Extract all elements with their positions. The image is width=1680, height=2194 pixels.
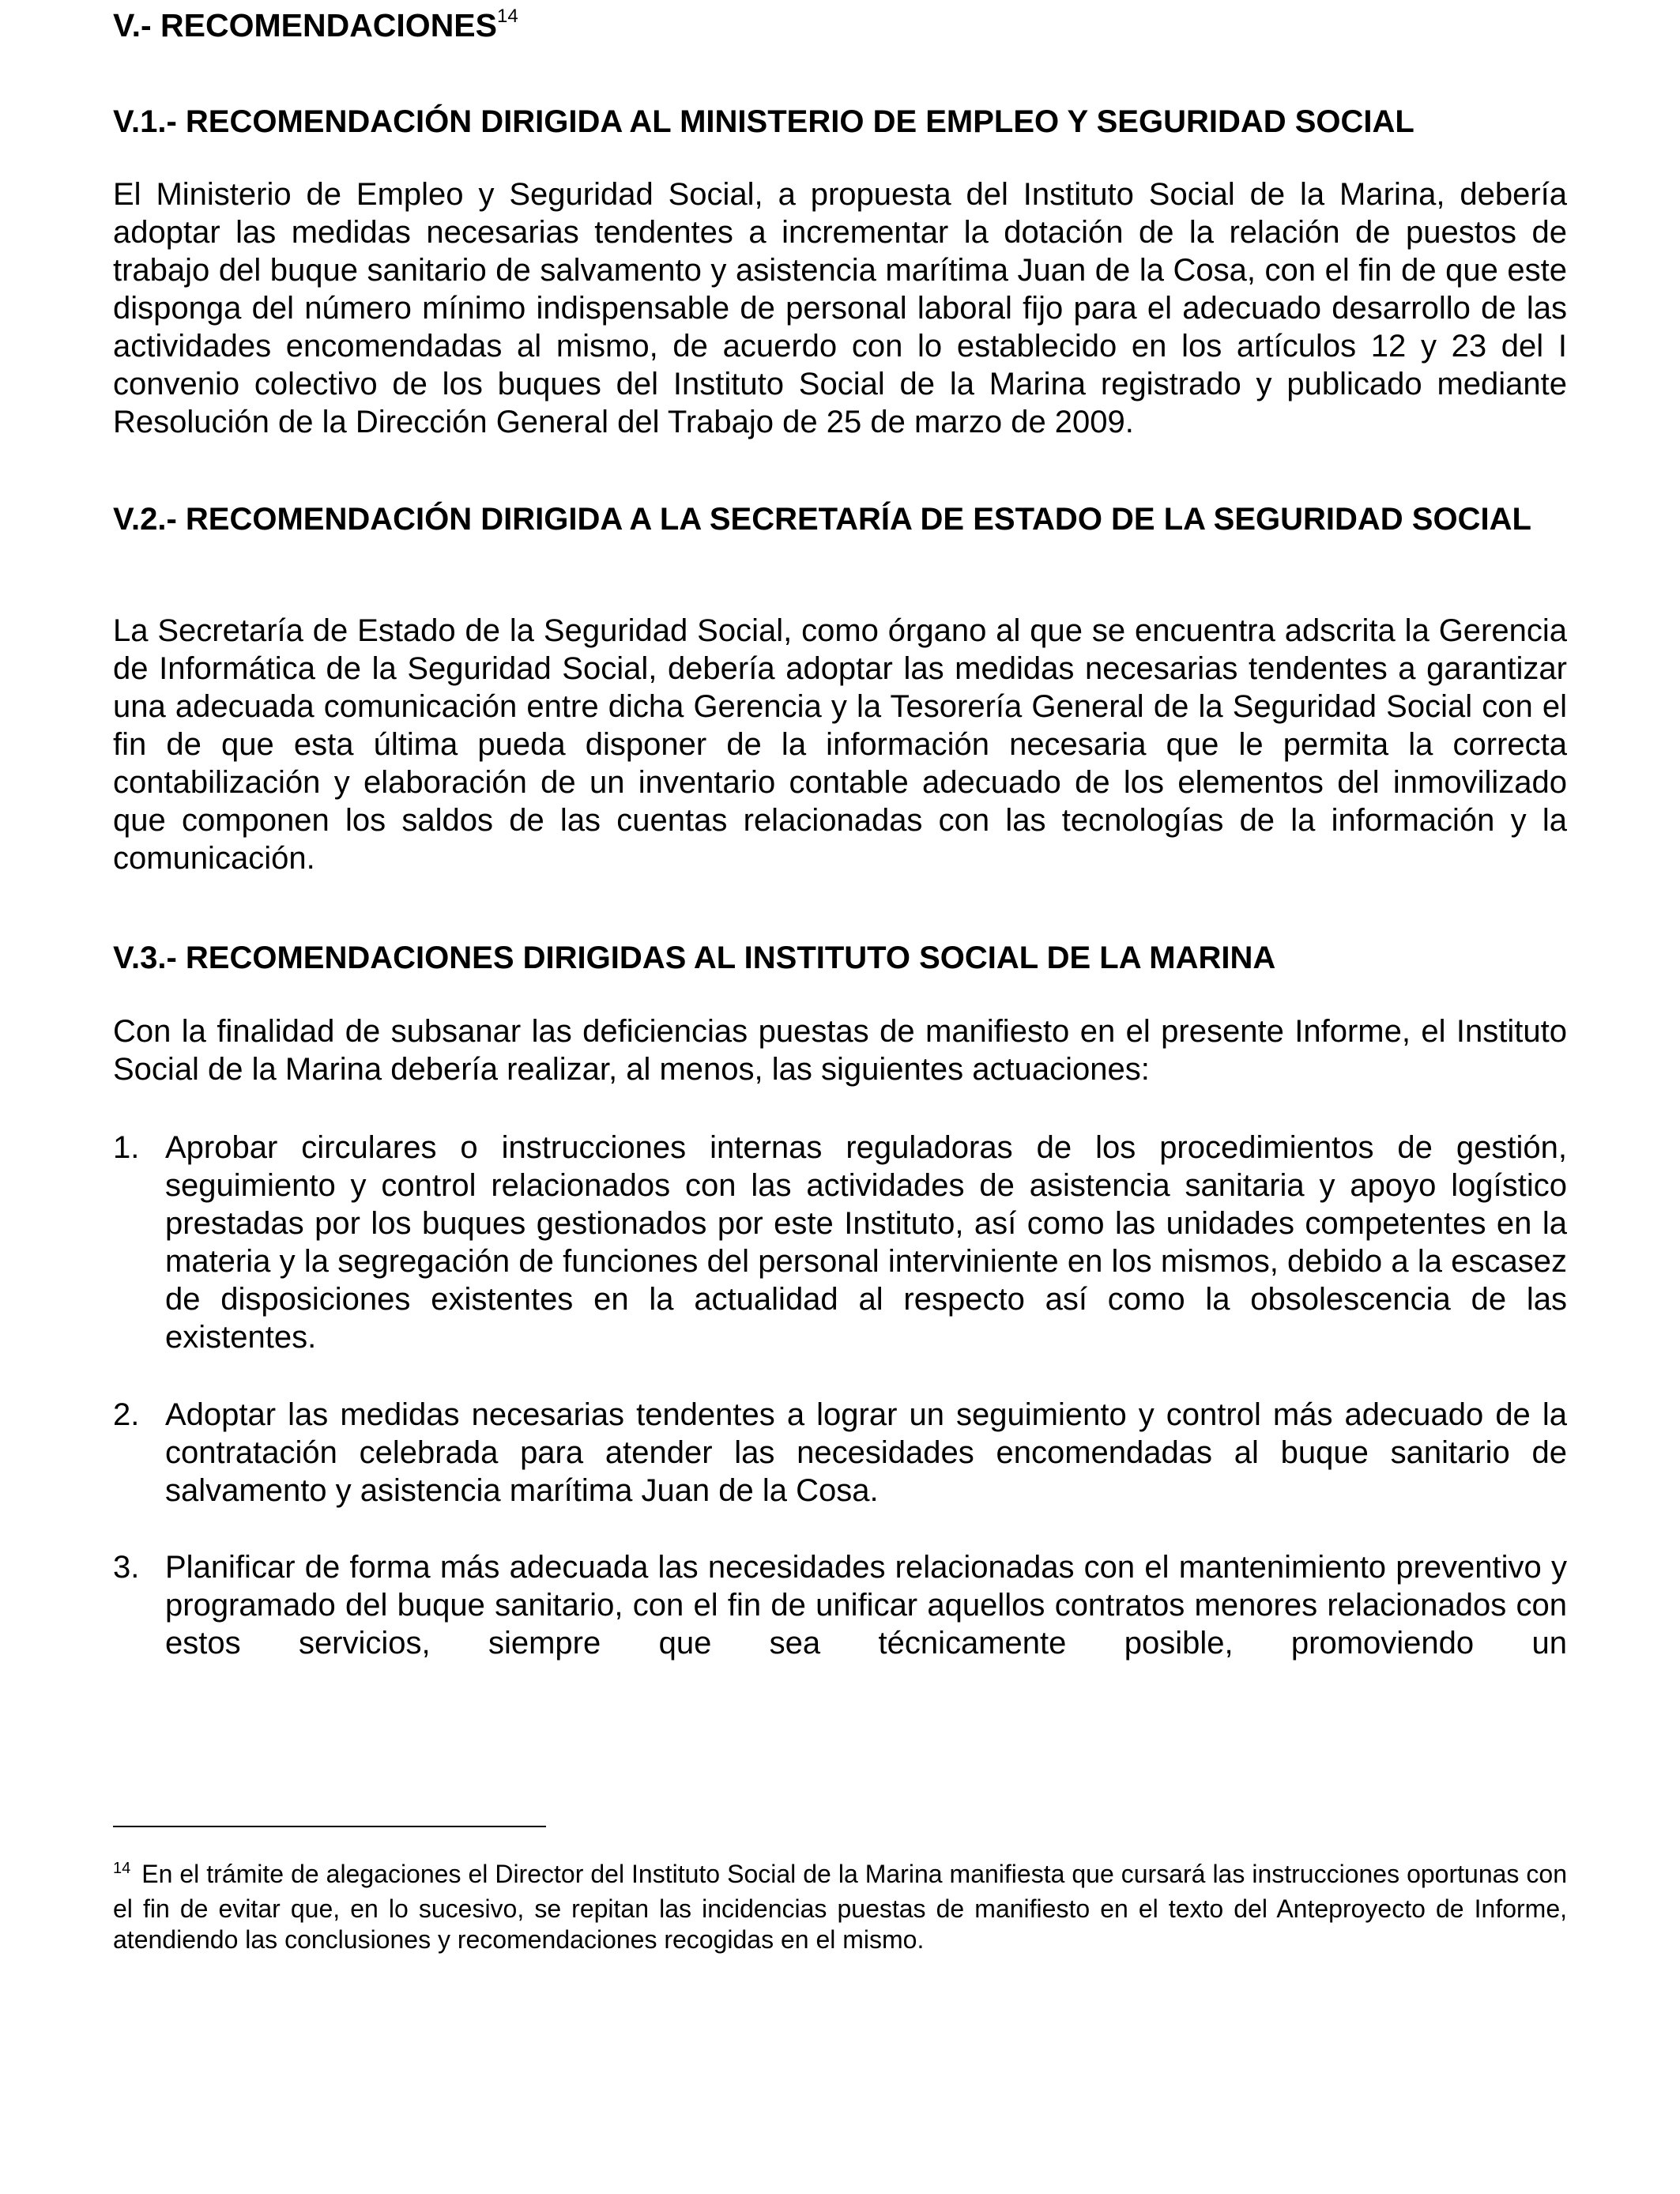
list-item-text: Aprobar circulares o instrucciones internas reguladoras de los procedimientos de gestión, seguimiento y control relacionados con las actividades de asistencia sanitaria y apoyo logístico prestadas por los buques gestionados por este Instituto, así como las unidades competentes en la materia y la segregación de funciones del personal interviniente en los mismos, debido a la escasez de disposiciones existentes en la actualidad al respecto así como la obsolescencia de las existentes.: [165, 1130, 1567, 1355]
page-title: [113, 5, 518, 51]
section-heading-v3: V.3.- RECOMENDACIONES DIRIGIDAS AL INSTITUTO SOCIAL DE LA MARINA: [113, 941, 1276, 975]
list-item-1: [113, 1129, 1567, 1356]
section-body-v3: Con la finalidad de subsanar las deficiencias puestas de manifiesto en el presente Informe, el Instituto Social de la Marina debería realizar, al menos, las siguientes actuaciones:: [113, 1014, 1567, 1087]
list-item-2: [113, 1396, 1567, 1510]
page-title-text: V.- RECOMENDACIONES: [113, 7, 497, 43]
footnote-ref: 14: [497, 6, 518, 27]
section-body-v2: La Secretaría de Estado de la Seguridad Social, como órgano al que se encuentra adscrita la Gerencia de Informática de la Seguridad Social, debería adoptar las medidas necesarias tendentes a garantizar una adecuada comunicación entre dicha Gerencia y la Tesorería General de la Seguridad Social con el fin de que esta última pueda disponer de la información necesaria que le permita la correcta contabilización y elaboración de un inventario contable adecuado de los elementos del inmovilizado que componen los saldos de las cuentas relacionadas con las tecnologías de la información y la comunicación.: [113, 613, 1567, 876]
section-heading-v2: V.2.- RECOMENDACIÓN DIRIGIDA A LA SECRETARÍA DE ESTADO DE LA SEGURIDAD SOCIAL: [113, 502, 1531, 537]
section-body-v1: El Ministerio de Empleo y Seguridad Social, a propuesta del Instituto Social de la Marina, debería adoptar las medidas necesarias tendentes a incrementar la dotación de la relación de puestos de trabajo del buque sanitario de salvamento y asistencia marítima Juan de la Cosa, con el fin de que este disponga del número mínimo indispensable de personal laboral fijo para el adecuado desarrollo de las actividades encomendadas al mismo, de acuerdo con lo establecido en los artículos 12 y 23 del I convenio colectivo de los buques del Instituto Social de la Marina registrado y publicado mediante Resolución de la Dirección General del Trabajo de 25 de marzo de 2009.: [113, 177, 1567, 439]
list-item-text: Planificar de forma más adecuada las necesidades relacionadas con el mantenimiento preventivo y programado del buque sanitario, con el fin de unificar aquellos contratos menores relacionados con estos servicios, siempre que sea técnicamente posible, promoviendo un: [165, 1550, 1567, 1661]
footnote-divider: [113, 1826, 546, 1827]
list-item-3: [113, 1548, 1567, 1662]
footnote: [113, 1859, 1567, 1955]
footnote-number: 14: [113, 1860, 131, 1877]
section-heading-v1: V.1.- RECOMENDACIÓN DIRIGIDA AL MINISTERIO DE EMPLEO Y SEGURIDAD SOCIAL: [113, 104, 1414, 139]
list-item-number: 1.: [113, 1130, 140, 1165]
list-item-number: 2.: [113, 1397, 140, 1432]
footnote-text: En el trámite de alegaciones el Director del Instituto Social de la Marina manifiesta que cursará las instrucciones oportunas con el fin de evitar que, en lo sucesivo, se repitan las incidencias puestas de manifiesto en el texto del Anteproyecto de Informe, atendiendo las conclusiones y recomendaciones recogidas en el mismo.: [113, 1860, 1567, 1954]
list-item-number: 3.: [113, 1550, 140, 1585]
list-item-text: Adoptar las medidas necesarias tendentes a lograr un seguimiento y control más adecuado de la contratación celebrada para atender las necesidades encomendadas al buque sanitario de salvamento y asistencia marítima Juan de la Cosa.: [165, 1397, 1567, 1508]
